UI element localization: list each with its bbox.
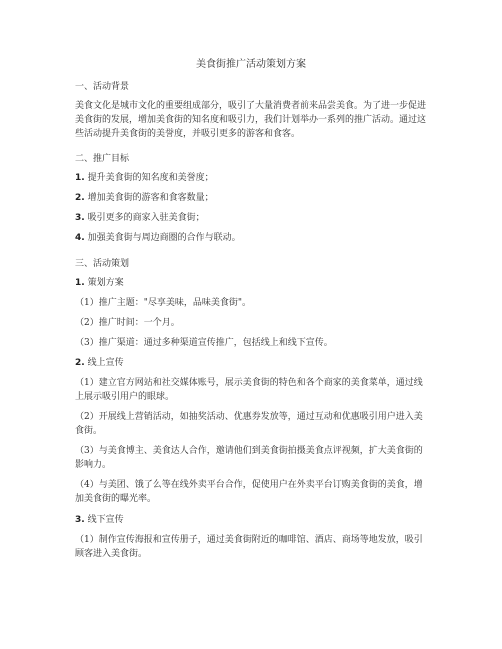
subsection-number: 3. bbox=[75, 515, 85, 525]
goal-text: 提升美食街的知名度和美誉度； bbox=[87, 173, 214, 183]
online-item-line: 加美食街的曝光率。 bbox=[75, 494, 157, 504]
online-item-line: 影响力。 bbox=[75, 460, 112, 470]
plan-item: （3）推广渠道：通过多种渠道宣传推广，包括线上和线下宣传。 bbox=[75, 338, 333, 348]
online-item-line: （2）开展线上营销活动，如抽奖活动、优惠券发放等，通过互动和优惠吸引用户进入美 bbox=[75, 412, 423, 422]
goal-number: 1. bbox=[75, 173, 85, 183]
goal-item bbox=[75, 212, 430, 225]
goal-text: 加强美食街与周边商圈的合作与联动。 bbox=[87, 233, 241, 243]
subsection-title bbox=[75, 357, 430, 370]
document-title: 美食街推广活动策划方案 bbox=[196, 59, 306, 70]
subsection-number: 2. bbox=[75, 358, 85, 368]
subsection-label: 策划方案 bbox=[87, 278, 124, 288]
online-item-line: 上展示吸引用户的眼球。 bbox=[75, 392, 175, 402]
plan-item: （2）推广时间：一个月。 bbox=[75, 318, 180, 328]
offline-item-line: （1）制作宣传海报和宣传册子，通过美食街附近的咖啡馆、酒店、商场等地发放，吸引 bbox=[75, 535, 423, 545]
online-item-line: （3）与美食博主、美食达人合作，邀请他们到美食街拍摄美食点评视频，扩大美食街的 bbox=[75, 446, 423, 456]
online-item-line: （1）建立官方网站和社交媒体账号，展示美食街的特色和各个商家的美食菜单，通过线 bbox=[75, 378, 423, 388]
subsection-number: 1. bbox=[75, 278, 85, 288]
subsection-label: 线下宣传 bbox=[87, 515, 124, 525]
goal-number: 3. bbox=[75, 213, 85, 223]
section-heading-planning: 三、活动策划 bbox=[75, 259, 130, 269]
subsection-title bbox=[75, 514, 430, 527]
goal-number: 4. bbox=[75, 233, 85, 243]
section-heading-background: 一、活动背景 bbox=[75, 82, 130, 92]
online-item-line: 食街。 bbox=[75, 426, 103, 436]
online-item-line: （4）与美团、饿了么等在线外卖平台合作，促使用户在外卖平台订购美食街的美食，增 bbox=[75, 480, 423, 490]
offline-item-line: 顾客进入美食街。 bbox=[75, 549, 148, 559]
goal-item bbox=[75, 172, 430, 185]
section-heading-goals: 二、推广目标 bbox=[75, 154, 130, 164]
goal-item bbox=[75, 232, 430, 245]
goal-text: 增加美食街的游客和食客数量； bbox=[87, 193, 214, 203]
plan-item: （1）推广主题："尽享美味，品味美食街"。 bbox=[75, 298, 252, 308]
subsection-label: 线上宣传 bbox=[87, 358, 124, 368]
goal-item bbox=[75, 192, 430, 205]
goal-number: 2. bbox=[75, 193, 85, 203]
paragraph-line: 美食街的发展，增加美食街的知名度和吸引力，我们计划举办一系列的推广活动。通过这 bbox=[75, 115, 427, 125]
paragraph-line: 些活动提升美食街的美誉度，并吸引更多的游客和食客。 bbox=[75, 129, 301, 139]
goal-text: 吸引更多的商家入驻美食街； bbox=[87, 213, 205, 223]
subsection-title bbox=[75, 277, 430, 290]
paragraph-line: 美食文化是城市文化的重要组成部分，吸引了大量消费者前来品尝美食。为了进一步促进 bbox=[75, 101, 427, 111]
